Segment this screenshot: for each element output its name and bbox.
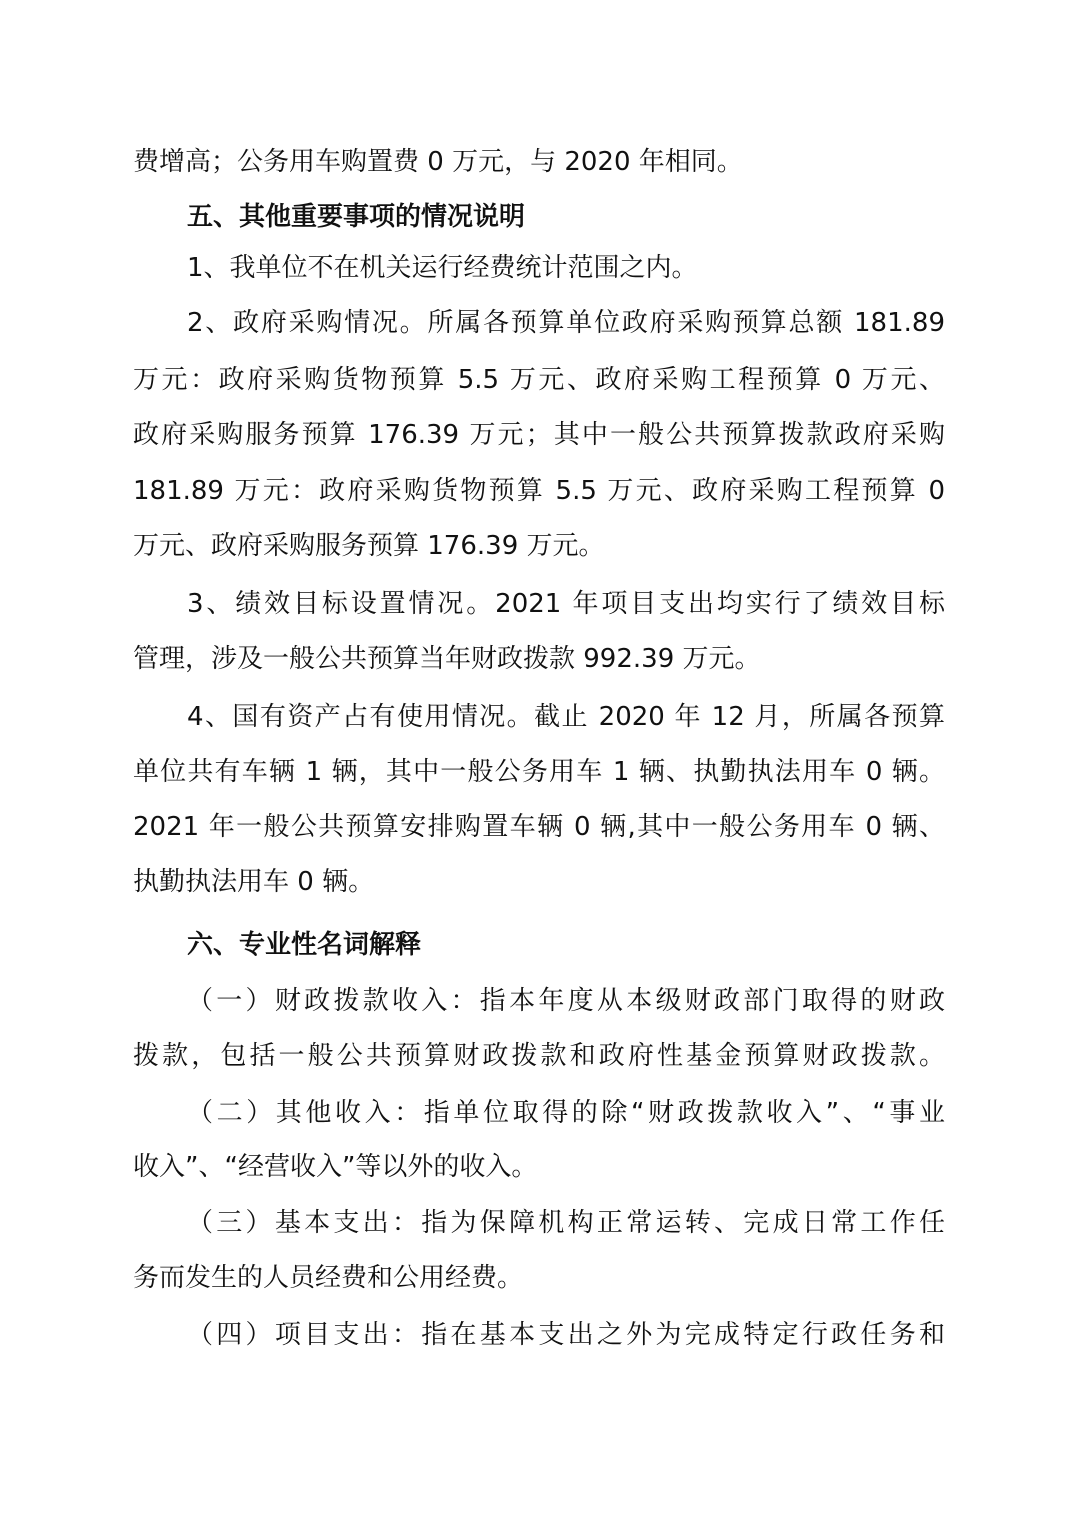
paragraph-line: （一）财政拨款收入：指本年度从本级财政部门取得的财政 [187, 986, 945, 1016]
paragraph-line: 单位共有车辆 1 辆，其中一般公务用车 1 辆、执勤执法用车 0 辆。 [133, 757, 945, 787]
section-heading-6: 六、专业性名词解释 [187, 930, 422, 960]
paragraph-line: 2、政府采购情况。所属各预算单位政府采购预算总额 181.89 [187, 308, 945, 338]
paragraph-line: 1、我单位不在机关运行经费统计范围之内。 [187, 253, 698, 283]
paragraph-line: （四）项目支出：指在基本支出之外为完成特定行政任务和 [187, 1320, 945, 1350]
paragraph-line: 收入”、“经营收入”等以外的收入。 [133, 1152, 538, 1182]
paragraph-line: 4、国有资产占有使用情况。截止 2020 年 12 月，所属各预算 [187, 702, 945, 732]
paragraph-line: （二）其他收入：指单位取得的除“财政拨款收入”、“事业 [187, 1098, 945, 1128]
section-heading-5: 五、其他重要事项的情况说明 [187, 202, 526, 232]
paragraph-line: 拨款，包括一般公共预算财政拨款和政府性基金预算财政拨款。 [133, 1041, 945, 1071]
paragraph-line: 万元：政府采购货物预算 5.5 万元、政府采购工程预算 0 万元、 [133, 365, 945, 395]
paragraph-line: 181.89 万元：政府采购货物预算 5.5 万元、政府采购工程预算 0 [133, 476, 945, 506]
paragraph-line: （三）基本支出：指为保障机构正常运转、完成日常工作任 [187, 1208, 945, 1238]
paragraph-line: 政府采购服务预算 176.39 万元；其中一般公共预算拨款政府采购 [133, 420, 945, 450]
paragraph-line: 3、绩效目标设置情况。2021 年项目支出均实行了绩效目标 [187, 589, 945, 619]
paragraph-line: 费增高；公务用车购置费 0 万元，与 2020 年相同。 [133, 147, 743, 177]
paragraph-line: 2021 年一般公共预算安排购置车辆 0 辆,其中一般公务用车 0 辆、 [133, 812, 945, 842]
paragraph-line: 管理，涉及一般公共预算当年财政拨款 992.39 万元。 [133, 644, 761, 674]
paragraph-line: 执勤执法用车 0 辆。 [133, 867, 375, 897]
paragraph-line: 万元、政府采购服务预算 176.39 万元。 [133, 531, 605, 561]
paragraph-line: 务而发生的人员经费和公用经费。 [133, 1263, 524, 1293]
